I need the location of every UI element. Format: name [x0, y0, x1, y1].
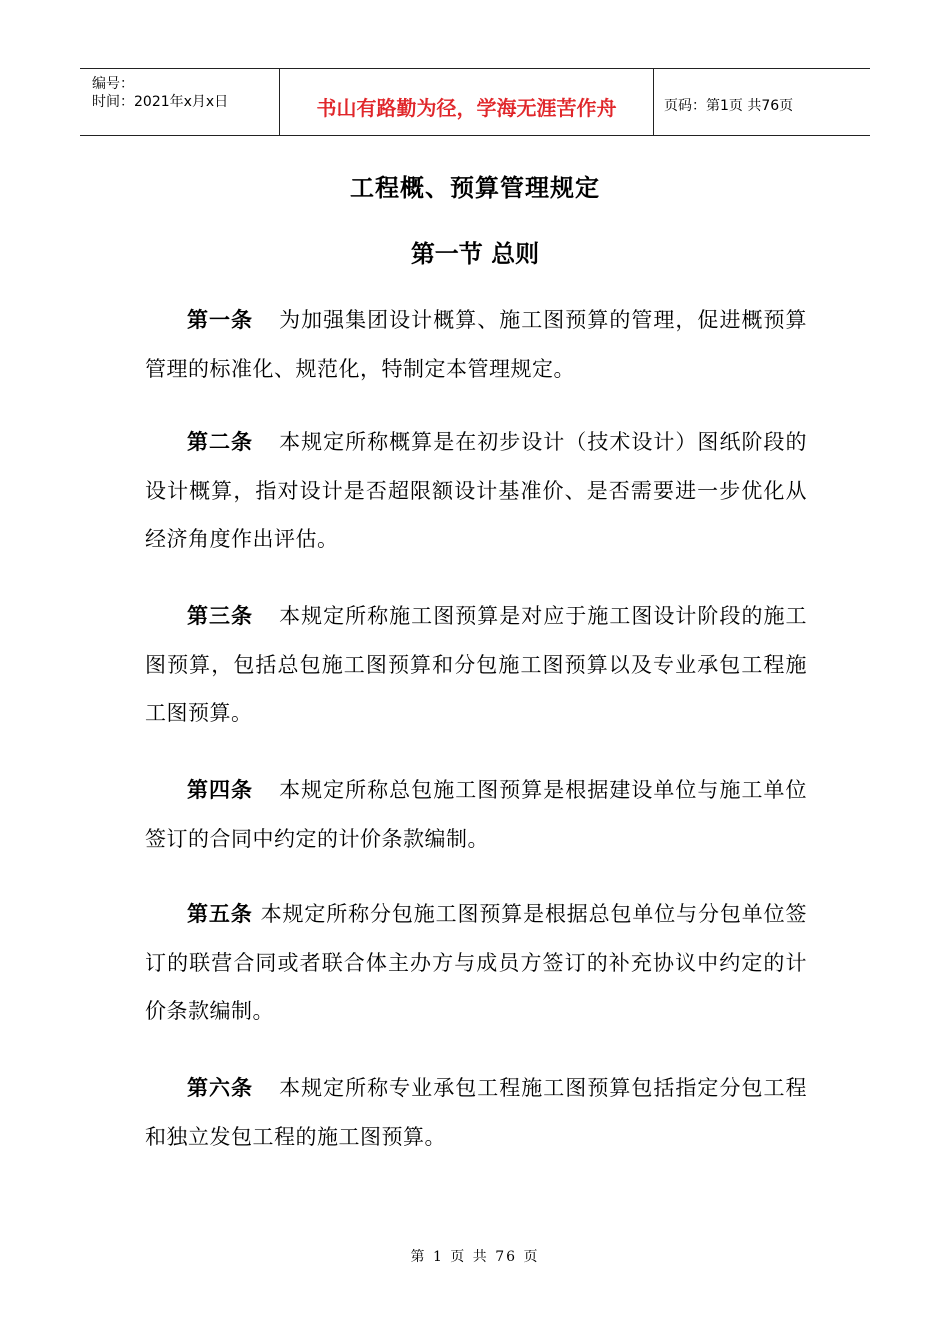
article-text: 本规定所称专业承包工程施工图预算包括指定分包工程和独立发包工程的施工图预算。: [145, 1076, 808, 1149]
header-motto-cell: [280, 69, 654, 135]
document-title: 工程概、预算管理规定: [350, 173, 600, 202]
page-footer: 第 1 页 共 76 页: [410, 1249, 540, 1265]
article-3: [145, 592, 807, 738]
article-text: 本规定所称施工图预算是对应于施工图设计阶段的施工图预算，包括总包施工图预算和分包施工图预算以及专业承包工程施工图预算。: [145, 604, 808, 725]
article-number: 第三条: [187, 604, 254, 628]
article-number: 第一条: [187, 308, 254, 332]
article-6: [145, 1064, 807, 1161]
article-5: [145, 890, 807, 1036]
article-text: 为加强集团设计概算、施工图预算的管理，促进概预算管理的标准化、规范化，特制定本管理规定。: [145, 308, 808, 381]
article-text: 本规定所称总包施工图预算是根据建设单位与施工单位签订的合同中约定的计价条款编制。: [145, 778, 808, 851]
date-label: 时间：2021年x月x日: [92, 94, 229, 110]
header-page-cell: [654, 69, 870, 135]
article-text: 本规定所称分包施工图预算是根据总包单位与分包单位签订的联营合同或者联合体主办方与成员方签订的补充协议中约定的计价条款编制。: [145, 902, 808, 1023]
article-1: [145, 296, 807, 393]
header-meta-cell: [80, 69, 280, 135]
article-text: 本规定所称概算是在初步设计（技术设计）图纸阶段的设计概算，指对设计是否超限额设计基准价、是否需要进一步优化从经济角度作出评估。: [145, 430, 808, 551]
article-number: 第六条: [187, 1076, 254, 1100]
article-number: 第五条: [187, 902, 253, 926]
article-4: [145, 766, 807, 863]
article-number: 第二条: [187, 430, 254, 454]
motto-text: 书山有路勤为径，学海无涯苦作舟: [316, 95, 617, 120]
section-title: 第一节 总则: [410, 239, 540, 268]
article-number: 第四条: [187, 778, 254, 802]
article-2: [145, 418, 807, 564]
number-label: 编号：: [92, 76, 134, 92]
header-page-info: 页码：第1页 共76页: [664, 98, 794, 114]
document-header: [80, 68, 870, 136]
